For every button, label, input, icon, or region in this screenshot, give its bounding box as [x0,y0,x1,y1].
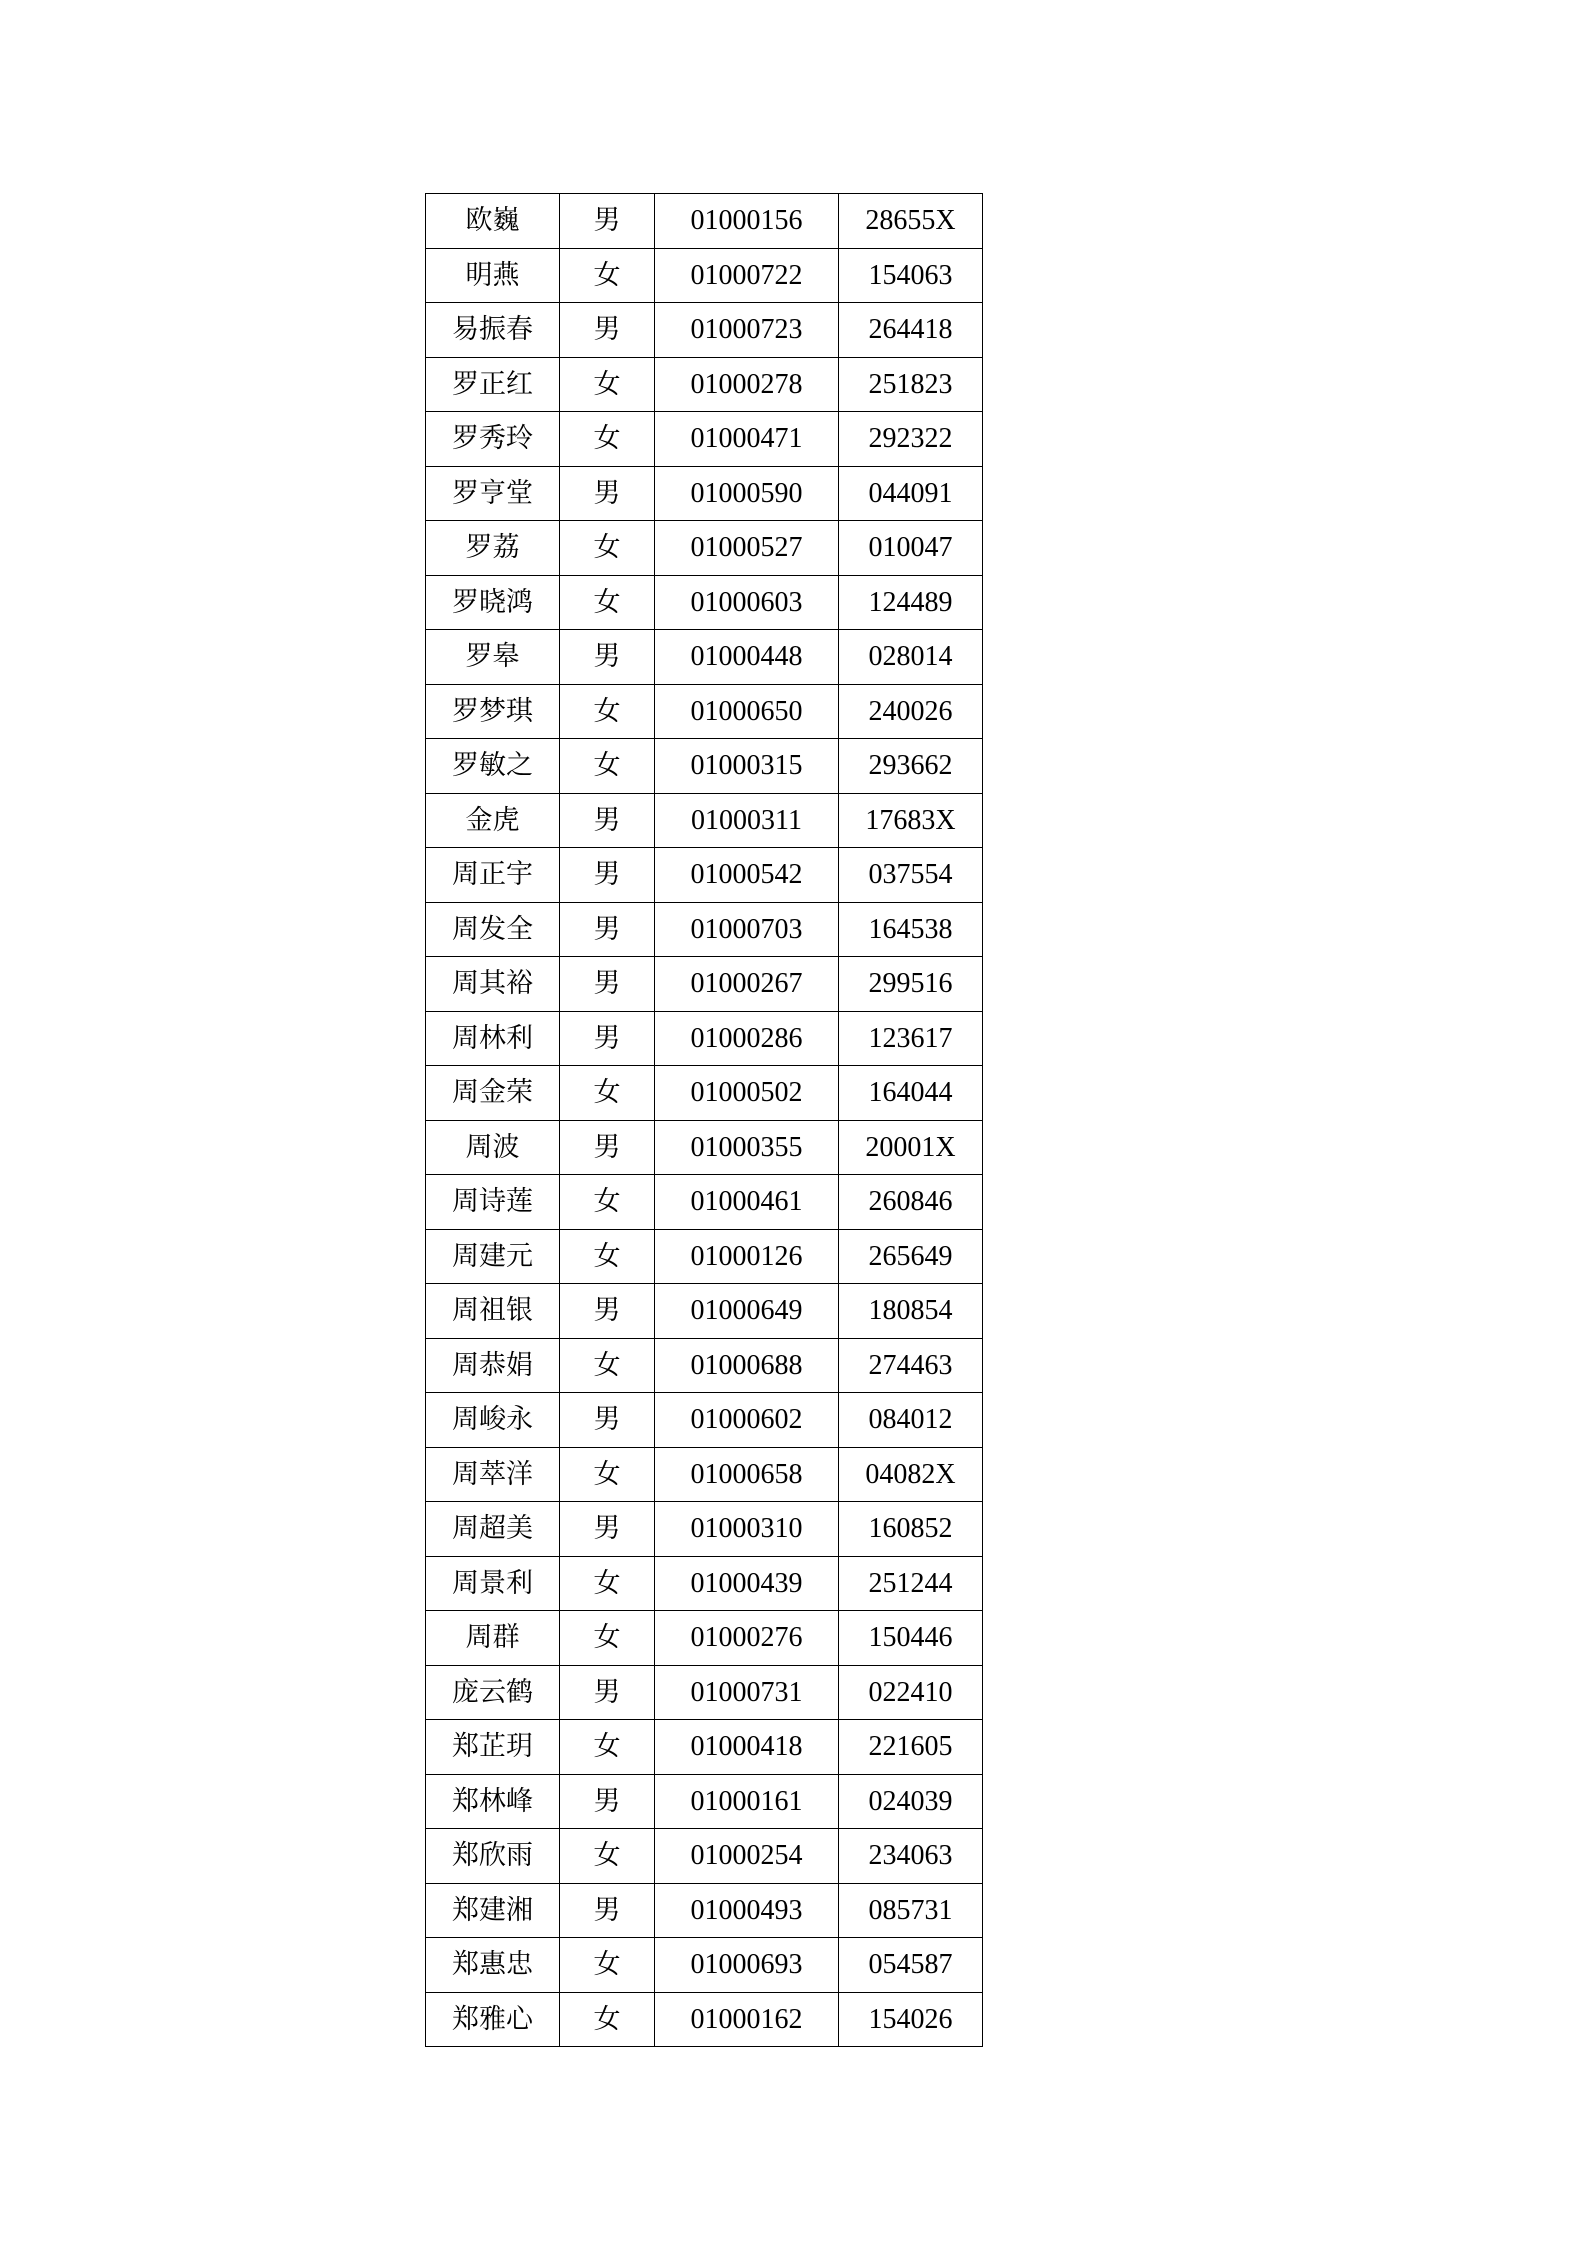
code-cell: 084012 [839,1393,983,1448]
code-cell: 164044 [839,1066,983,1121]
gender-cell: 女 [560,1066,655,1121]
name-cell: 郑欣雨 [426,1829,560,1884]
gender-cell: 女 [560,1611,655,1666]
id-number-cell: 01000161 [655,1774,839,1829]
name-cell: 周正宇 [426,848,560,903]
name-cell: 周祖银 [426,1284,560,1339]
name-cell: 周景利 [426,1556,560,1611]
table-row [426,739,983,794]
code-cell: 240026 [839,684,983,739]
code-cell: 022410 [839,1665,983,1720]
name-cell: 罗敏之 [426,739,560,794]
roster-table-body [426,194,983,2047]
code-cell: 160852 [839,1502,983,1557]
name-cell: 周发全 [426,902,560,957]
gender-cell: 女 [560,412,655,467]
table-row [426,1338,983,1393]
code-cell: 028014 [839,630,983,685]
gender-cell: 女 [560,248,655,303]
table-row [426,1011,983,1066]
table-row [426,248,983,303]
id-number-cell: 01000527 [655,521,839,576]
id-number-cell: 01000703 [655,902,839,957]
name-cell: 周诗莲 [426,1175,560,1230]
id-number-cell: 01000723 [655,303,839,358]
gender-cell: 女 [560,739,655,794]
gender-cell: 男 [560,1120,655,1175]
code-cell: 28655X [839,194,983,249]
code-cell: 292322 [839,412,983,467]
code-cell: 04082X [839,1447,983,1502]
name-cell: 罗正红 [426,357,560,412]
id-number-cell: 01000688 [655,1338,839,1393]
id-number-cell: 01000650 [655,684,839,739]
code-cell: 251244 [839,1556,983,1611]
gender-cell: 男 [560,1883,655,1938]
gender-cell: 女 [560,1338,655,1393]
table-row [426,194,983,249]
table-row [426,575,983,630]
id-number-cell: 01000418 [655,1720,839,1775]
name-cell: 周建元 [426,1229,560,1284]
table-row [426,1447,983,1502]
code-cell: 024039 [839,1774,983,1829]
name-cell: 罗秀玲 [426,412,560,467]
code-cell: 260846 [839,1175,983,1230]
table-row [426,1393,983,1448]
code-cell: 180854 [839,1284,983,1339]
code-cell: 154026 [839,1992,983,2047]
name-cell: 周超美 [426,1502,560,1557]
id-number-cell: 01000276 [655,1611,839,1666]
gender-cell: 男 [560,902,655,957]
gender-cell: 女 [560,1938,655,1993]
code-cell: 010047 [839,521,983,576]
name-cell: 金虎 [426,793,560,848]
id-number-cell: 01000126 [655,1229,839,1284]
name-cell: 郑惠忠 [426,1938,560,1993]
id-number-cell: 01000254 [655,1829,839,1884]
code-cell: 085731 [839,1883,983,1938]
id-number-cell: 01000542 [655,848,839,903]
name-cell: 周萃洋 [426,1447,560,1502]
table-row [426,630,983,685]
table-row [426,1229,983,1284]
name-cell: 明燕 [426,248,560,303]
id-number-cell: 01000602 [655,1393,839,1448]
table-row [426,1938,983,1993]
id-number-cell: 01000286 [655,1011,839,1066]
table-row [426,412,983,467]
name-cell: 郑建湘 [426,1883,560,1938]
table-row [426,1665,983,1720]
table-row [426,902,983,957]
id-number-cell: 01000722 [655,248,839,303]
gender-cell: 男 [560,630,655,685]
table-row [426,1720,983,1775]
id-number-cell: 01000278 [655,357,839,412]
table-row [426,957,983,1012]
gender-cell: 女 [560,1829,655,1884]
table-row [426,1774,983,1829]
name-cell: 罗梦琪 [426,684,560,739]
id-number-cell: 01000693 [655,1938,839,1993]
name-cell: 罗皋 [426,630,560,685]
code-cell: 123617 [839,1011,983,1066]
id-number-cell: 01000649 [655,1284,839,1339]
gender-cell: 女 [560,684,655,739]
gender-cell: 男 [560,793,655,848]
name-cell: 周金荣 [426,1066,560,1121]
table-row [426,848,983,903]
id-number-cell: 01000461 [655,1175,839,1230]
code-cell: 054587 [839,1938,983,1993]
name-cell: 欧巍 [426,194,560,249]
table-row [426,1829,983,1884]
id-number-cell: 01000658 [655,1447,839,1502]
table-row [426,303,983,358]
gender-cell: 女 [560,1229,655,1284]
table-row [426,357,983,412]
gender-cell: 女 [560,1992,655,2047]
name-cell: 易振春 [426,303,560,358]
code-cell: 20001X [839,1120,983,1175]
id-number-cell: 01000502 [655,1066,839,1121]
code-cell: 150446 [839,1611,983,1666]
code-cell: 274463 [839,1338,983,1393]
code-cell: 154063 [839,248,983,303]
gender-cell: 男 [560,194,655,249]
id-number-cell: 01000471 [655,412,839,467]
code-cell: 124489 [839,575,983,630]
id-number-cell: 01000156 [655,194,839,249]
name-cell: 周波 [426,1120,560,1175]
id-number-cell: 01000439 [655,1556,839,1611]
code-cell: 293662 [839,739,983,794]
table-row [426,1611,983,1666]
name-cell: 郑芷玥 [426,1720,560,1775]
name-cell: 庞云鹤 [426,1665,560,1720]
id-number-cell: 01000355 [655,1120,839,1175]
gender-cell: 女 [560,1556,655,1611]
table-row [426,521,983,576]
code-cell: 164538 [839,902,983,957]
id-number-cell: 01000267 [655,957,839,1012]
id-number-cell: 01000162 [655,1992,839,2047]
code-cell: 234063 [839,1829,983,1884]
code-cell: 265649 [839,1229,983,1284]
gender-cell: 男 [560,957,655,1012]
gender-cell: 男 [560,466,655,521]
table-row [426,1556,983,1611]
gender-cell: 男 [560,303,655,358]
id-number-cell: 01000731 [655,1665,839,1720]
gender-cell: 男 [560,848,655,903]
table-row [426,1992,983,2047]
gender-cell: 男 [560,1502,655,1557]
gender-cell: 男 [560,1284,655,1339]
gender-cell: 男 [560,1774,655,1829]
table-row [426,466,983,521]
table-row [426,793,983,848]
gender-cell: 女 [560,1447,655,1502]
gender-cell: 女 [560,357,655,412]
id-number-cell: 01000315 [655,739,839,794]
gender-cell: 男 [560,1011,655,1066]
name-cell: 周恭娟 [426,1338,560,1393]
code-cell: 221605 [839,1720,983,1775]
table-row [426,1502,983,1557]
name-cell: 郑雅心 [426,1992,560,2047]
name-cell: 周林利 [426,1011,560,1066]
name-cell: 周其裕 [426,957,560,1012]
code-cell: 264418 [839,303,983,358]
id-number-cell: 01000590 [655,466,839,521]
code-cell: 044091 [839,466,983,521]
id-number-cell: 01000310 [655,1502,839,1557]
name-cell: 郑林峰 [426,1774,560,1829]
table-row [426,1066,983,1121]
code-cell: 251823 [839,357,983,412]
gender-cell: 男 [560,1665,655,1720]
gender-cell: 女 [560,1720,655,1775]
roster-table [425,193,983,2047]
id-number-cell: 01000448 [655,630,839,685]
gender-cell: 女 [560,575,655,630]
table-row [426,1175,983,1230]
name-cell: 罗亨堂 [426,466,560,521]
table-row [426,1284,983,1339]
table-row [426,1120,983,1175]
name-cell: 罗晓鸿 [426,575,560,630]
table-row [426,684,983,739]
id-number-cell: 01000493 [655,1883,839,1938]
id-number-cell: 01000603 [655,575,839,630]
code-cell: 299516 [839,957,983,1012]
gender-cell: 女 [560,521,655,576]
gender-cell: 男 [560,1393,655,1448]
code-cell: 17683X [839,793,983,848]
code-cell: 037554 [839,848,983,903]
table-row [426,1883,983,1938]
id-number-cell: 01000311 [655,793,839,848]
name-cell: 周峻永 [426,1393,560,1448]
name-cell: 罗荔 [426,521,560,576]
name-cell: 周群 [426,1611,560,1666]
gender-cell: 女 [560,1175,655,1230]
